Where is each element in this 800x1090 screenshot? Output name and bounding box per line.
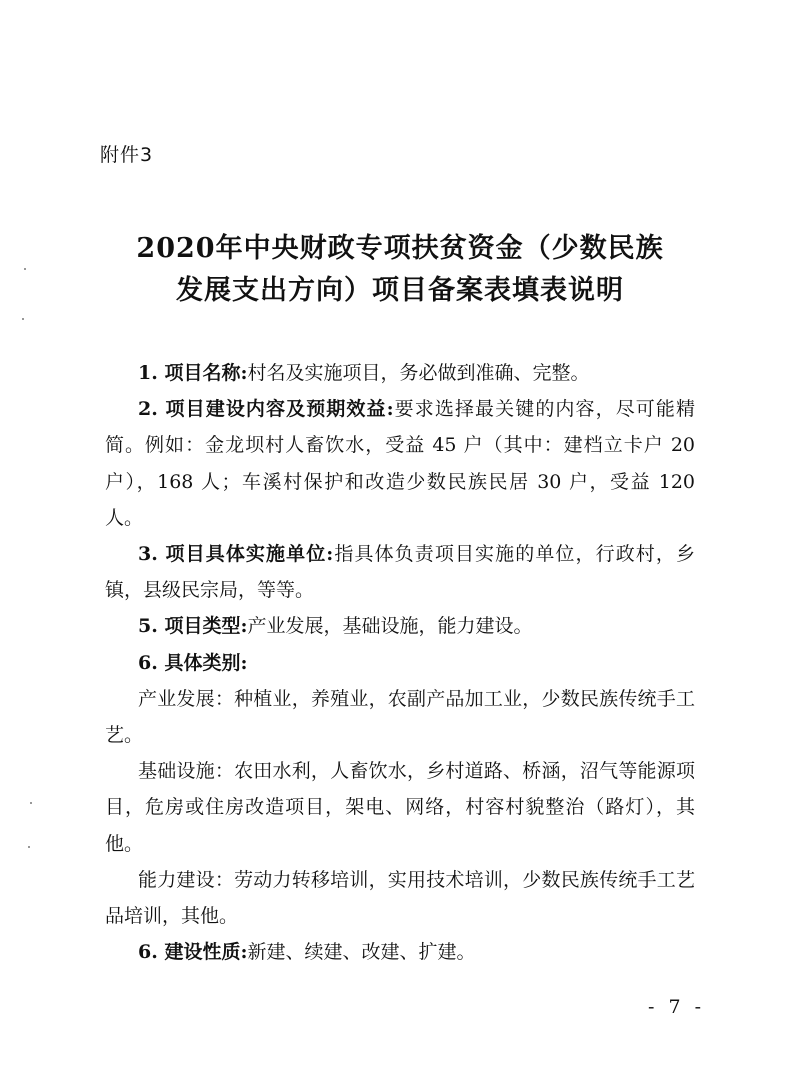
scan-speck bbox=[30, 802, 32, 804]
category-infrastructure bbox=[105, 753, 695, 862]
attachment-label: 附件3 bbox=[100, 144, 154, 166]
document-title-line-2: 发展支出方向）项目备案表填表说明 bbox=[176, 275, 624, 306]
scan-speck bbox=[24, 268, 26, 270]
document-body bbox=[105, 355, 695, 970]
item-construction-content bbox=[105, 391, 695, 536]
page-number: - 7 - bbox=[648, 996, 706, 1018]
item-text: 产业发展，基础设施，能力建设。 bbox=[247, 615, 533, 638]
category-industry bbox=[105, 681, 695, 753]
item-text: 要求选择最关键的内容，尽可能精简。例如：金龙坝村人畜饮水，受益 45 户（其中：建档立卡户 20 户），168 人；车溪村保护和改造少数民族民居 30 户，受益 120 人。 bbox=[105, 398, 695, 529]
item-key: 2. 项目建设内容及预期效益: bbox=[138, 398, 394, 421]
item-text: 基础设施：农田水利，人畜饮水，乡村道路、桥涵，沼气等能源项目，危房或住房改造项目，架电、网络，村容村貌整治（路灯），其他。 bbox=[105, 760, 695, 855]
item-implementing-unit bbox=[105, 536, 695, 608]
item-text: 新建、续建、改建、扩建。 bbox=[247, 941, 476, 964]
item-text: 产业发展：种植业，养殖业，农副产品加工业，少数民族传统手工艺。 bbox=[105, 687, 695, 747]
item-key: 6. 建设性质: bbox=[138, 941, 248, 964]
scan-speck bbox=[28, 846, 30, 848]
item-key: 3. 项目具体实施单位: bbox=[138, 543, 334, 566]
document-title-line-1: 2020年中央财政专项扶贫资金（少数民族 bbox=[136, 233, 664, 264]
category-capacity bbox=[105, 862, 695, 934]
item-key: 6. 具体类别: bbox=[138, 651, 248, 674]
item-text: 能力建设：劳动力转移培训，实用技术培训，少数民族传统手工艺品培训，其他。 bbox=[105, 868, 695, 928]
item-project-name bbox=[105, 355, 695, 391]
item-specific-category bbox=[105, 645, 695, 681]
item-construction-nature bbox=[105, 934, 695, 970]
item-text: 指具体负责项目实施的单位，行政村，乡镇，县级民宗局，等等。 bbox=[105, 543, 695, 602]
item-text: 村名及实施项目，务必做到准确、完整。 bbox=[247, 362, 590, 384]
item-key: 1. 项目名称: bbox=[138, 362, 248, 384]
scan-speck bbox=[22, 318, 24, 320]
item-key: 5. 项目类型: bbox=[138, 615, 248, 638]
item-project-type bbox=[105, 608, 695, 644]
